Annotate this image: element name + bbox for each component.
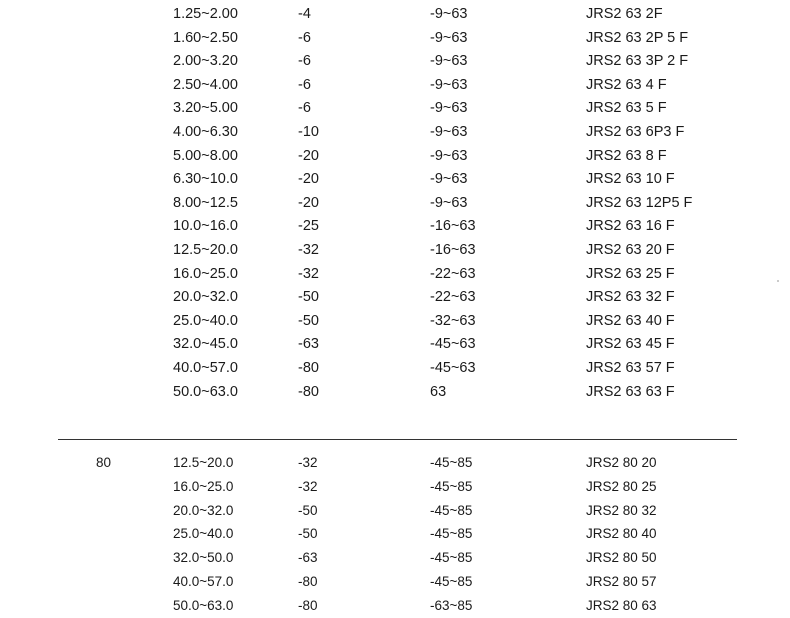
min-value-cell: -50	[298, 502, 318, 518]
min-value-cell: -6	[298, 53, 311, 70]
range-cell: -9~63	[430, 76, 468, 93]
model-code-cell: JRS2 80 32	[586, 502, 657, 518]
table-row	[0, 49, 790, 73]
model-code-cell: JRS2 80 25	[586, 478, 657, 494]
table-row	[0, 26, 790, 50]
table-row	[0, 356, 790, 380]
table-row	[0, 191, 790, 215]
table-row	[0, 144, 790, 168]
range-cell: -9~63	[430, 53, 468, 70]
min-value-cell: -32	[298, 265, 319, 282]
current-range-cell: 12.5~20.0	[173, 455, 234, 470]
model-code-cell: JRS2 63 2F	[586, 6, 663, 22]
table-row	[0, 309, 790, 333]
range-cell: -16~63	[430, 242, 476, 258]
min-value-cell: -4	[298, 6, 311, 22]
model-code-cell: JRS2 80 20	[586, 455, 657, 470]
min-value-cell: -80	[298, 597, 318, 613]
range-cell: 63	[430, 383, 447, 400]
current-range-cell: 40.0~57.0	[173, 360, 238, 376]
current-range-cell: 25.0~40.0	[173, 526, 234, 542]
current-range-cell: 2.50~4.00	[173, 76, 238, 93]
current-range-cell: 25.0~40.0	[173, 312, 238, 329]
current-range-cell: 6.30~10.0	[173, 171, 238, 188]
table-row	[0, 594, 790, 618]
table-row	[0, 120, 790, 144]
range-cell: -9~63	[430, 147, 468, 164]
range-cell: -45~63	[430, 360, 476, 376]
current-range-cell: 1.60~2.50	[173, 29, 238, 46]
range-cell: -45~63	[430, 336, 476, 353]
min-value-cell: -80	[298, 383, 319, 400]
min-value-cell: -6	[298, 29, 311, 46]
min-value-cell: -20	[298, 147, 319, 164]
table-row	[0, 380, 790, 404]
table-row	[0, 214, 790, 238]
model-code-cell: JRS2 63 12P5 F	[586, 194, 693, 211]
model-code-cell: JRS2 80 50	[586, 550, 657, 566]
min-value-cell: -63	[298, 550, 318, 566]
model-code-cell: JRS2 80 63	[586, 597, 657, 613]
current-range-cell: 20.0~32.0	[173, 289, 238, 306]
table-row	[0, 332, 790, 356]
model-code-cell: JRS2 63 3P 2 F	[586, 53, 689, 70]
table-row	[0, 499, 790, 523]
range-cell: -9~63	[430, 171, 468, 188]
range-cell: -45~85	[430, 550, 473, 566]
model-code-cell: JRS2 63 25 F	[586, 265, 675, 282]
range-cell: -9~63	[430, 6, 468, 22]
table-row	[0, 451, 790, 475]
range-cell: -9~63	[430, 29, 468, 46]
current-range-cell: 16.0~25.0	[173, 265, 238, 282]
min-value-cell: -50	[298, 289, 319, 306]
current-range-cell: 40.0~57.0	[173, 574, 234, 589]
model-code-cell: JRS2 63 2P 5 F	[586, 29, 689, 46]
min-value-cell: -80	[298, 360, 319, 376]
range-cell: -32~63	[430, 312, 476, 329]
model-code-cell: JRS2 63 5 F	[586, 100, 667, 117]
model-code-cell: JRS2 63 63 F	[586, 383, 675, 400]
range-cell: -16~63	[430, 218, 476, 235]
current-range-cell: 2.00~3.20	[173, 53, 238, 70]
min-value-cell: -32	[298, 242, 319, 258]
range-cell: -45~85	[430, 574, 473, 589]
min-value-cell: -6	[298, 76, 311, 93]
min-value-cell: -50	[298, 312, 319, 329]
current-range-cell: 8.00~12.5	[173, 194, 238, 211]
range-cell: -45~85	[430, 478, 473, 494]
min-value-cell: -20	[298, 194, 319, 211]
frame-size-cell: 80	[96, 455, 112, 470]
current-range-cell: 1.25~2.00	[173, 6, 238, 22]
min-value-cell: -10	[298, 124, 319, 140]
min-value-cell: -50	[298, 526, 318, 542]
model-code-cell: JRS2 63 57 F	[586, 360, 675, 376]
table-row	[0, 475, 790, 499]
current-range-cell: 16.0~25.0	[173, 478, 234, 494]
range-cell: -63~85	[430, 597, 473, 613]
model-code-cell: JRS2 63 10 F	[586, 171, 675, 188]
table-row	[0, 522, 790, 546]
min-value-cell: -25	[298, 218, 319, 235]
model-code-cell: JRS2 80 57	[586, 574, 657, 589]
range-cell: -9~63	[430, 100, 468, 117]
current-range-cell: 50.0~63.0	[173, 383, 238, 400]
current-range-cell: 50.0~63.0	[173, 597, 234, 613]
current-range-cell: 20.0~32.0	[173, 502, 234, 518]
current-range-cell: 12.5~20.0	[173, 242, 238, 258]
range-cell: -45~85	[430, 526, 473, 542]
current-range-cell: 5.00~8.00	[173, 147, 238, 164]
model-code-cell: JRS2 80 40	[586, 526, 657, 542]
current-range-cell: 4.00~6.30	[173, 124, 238, 140]
current-range-cell: 10.0~16.0	[173, 218, 238, 235]
range-cell: -22~63	[430, 265, 476, 282]
model-code-cell: JRS2 63 32 F	[586, 289, 675, 306]
table-row	[0, 96, 790, 120]
min-value-cell: -20	[298, 171, 319, 188]
range-cell: -22~63	[430, 289, 476, 306]
model-code-cell: JRS2 63 4 F	[586, 76, 667, 93]
group-divider	[58, 439, 737, 440]
model-code-cell: JRS2 63 16 F	[586, 218, 675, 235]
model-code-cell: JRS2 63 20 F	[586, 242, 675, 258]
min-value-cell: -32	[298, 455, 318, 470]
table-row	[0, 73, 790, 97]
table-row	[0, 546, 790, 570]
min-value-cell: -32	[298, 478, 318, 494]
table-row	[0, 285, 790, 309]
table-row	[0, 238, 790, 262]
table-row	[0, 2, 790, 26]
range-cell: -45~85	[430, 455, 473, 470]
model-code-cell: JRS2 63 40 F	[586, 312, 675, 329]
min-value-cell: -6	[298, 100, 311, 117]
table-row	[0, 167, 790, 191]
table-row	[0, 570, 790, 594]
range-cell: -45~85	[430, 502, 473, 518]
range-cell: -9~63	[430, 194, 468, 211]
table-row	[0, 262, 790, 286]
current-range-cell: 32.0~50.0	[173, 550, 234, 566]
model-code-cell: JRS2 63 6P3 F	[586, 124, 685, 140]
min-value-cell: -80	[298, 574, 318, 589]
model-code-cell: JRS2 63 8 F	[586, 147, 667, 164]
current-range-cell: 32.0~45.0	[173, 336, 238, 353]
range-cell: -9~63	[430, 124, 468, 140]
model-code-cell: JRS2 63 45 F	[586, 336, 675, 353]
min-value-cell: -63	[298, 336, 319, 353]
current-range-cell: 3.20~5.00	[173, 100, 238, 117]
